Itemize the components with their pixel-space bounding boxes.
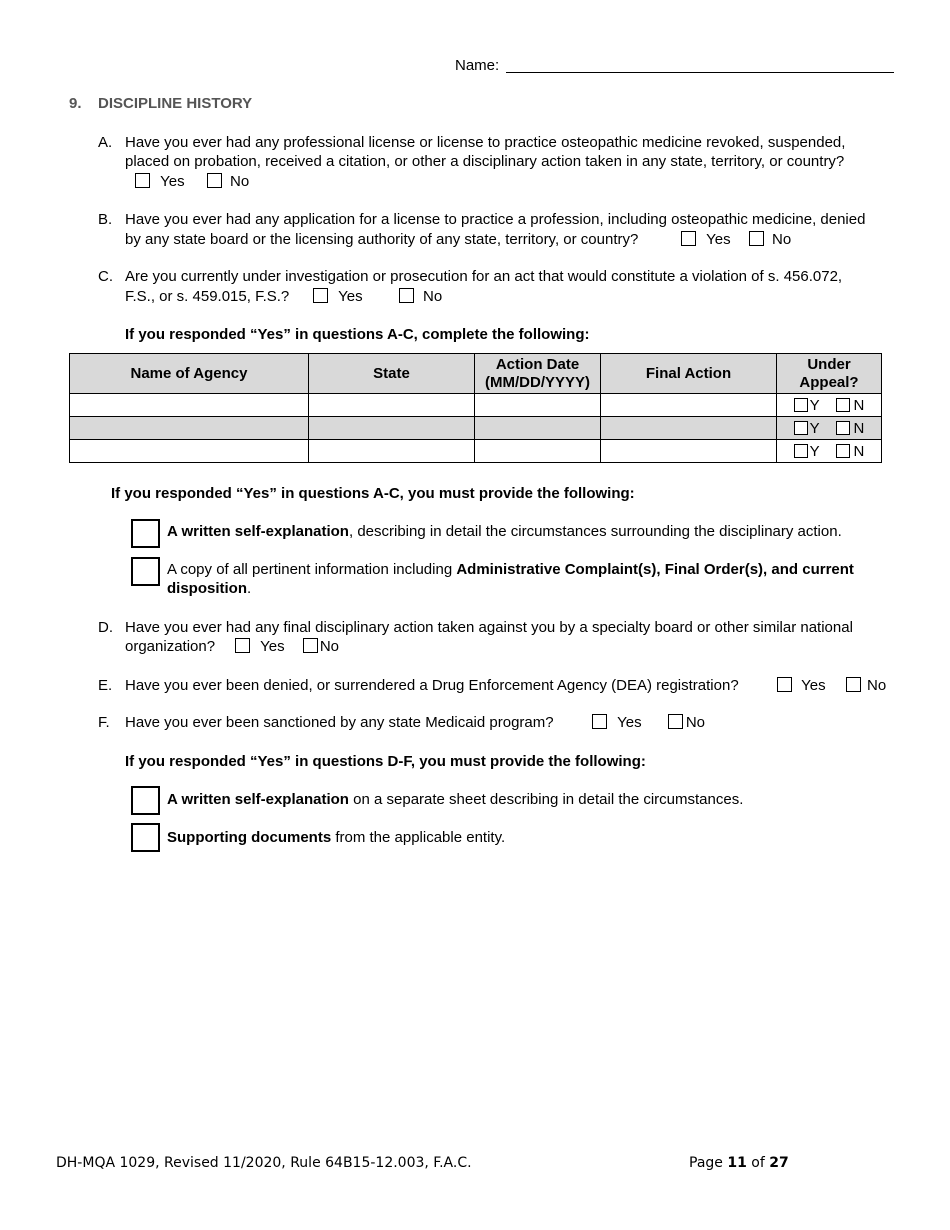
table-header-row: [70, 354, 882, 394]
provide-ac-item2-bold1: Administrative Complaint(s), Final Order(s), and current: [456, 561, 854, 578]
question-b-line1: Have you ever had any application for a license to practice a profession, including osteopathic medicine, denied: [125, 211, 866, 228]
cell-state[interactable]: [309, 394, 475, 417]
question-c-letter: C.: [98, 268, 113, 285]
footer-page-number: [689, 1154, 789, 1172]
question-b-yes-label: Yes: [706, 231, 731, 248]
question-a-no-checkbox[interactable]: [207, 173, 222, 188]
cell-under-appeal: [777, 440, 882, 463]
provide-df-item1: [167, 790, 743, 809]
cell-action-date[interactable]: [475, 440, 601, 463]
question-b-no-label: No: [772, 231, 792, 248]
question-b-answers: [681, 230, 791, 249]
provide-ac-item2-line2: [167, 579, 251, 598]
question-d-no-label: No: [319, 638, 340, 655]
appeal-yes-label: Y: [809, 419, 820, 437]
section-number: 9.: [69, 95, 82, 112]
cell-final-action[interactable]: [601, 394, 777, 417]
cell-action-date[interactable]: [475, 394, 601, 417]
question-b-line2: by any state board or the licensing authority of any state, territory, or country?: [125, 231, 639, 248]
question-e-no-label: No: [867, 677, 887, 694]
header-action-date: [475, 354, 601, 394]
provide-ac-item2-line1: [167, 560, 854, 579]
appeal-no-label: N: [853, 396, 865, 414]
question-a-no-label: No: [230, 173, 250, 190]
provide-df-item2: [167, 828, 505, 847]
appeal-no-label: N: [853, 419, 865, 437]
question-d-line2: organization?: [125, 638, 216, 655]
question-e-yes-label: Yes: [801, 677, 826, 694]
question-b-no-checkbox[interactable]: [749, 231, 764, 246]
question-e-letter: E.: [98, 677, 113, 694]
footer-page-label: Page: [689, 1155, 723, 1171]
question-f-letter: F.: [98, 714, 110, 731]
appeal-no-checkbox[interactable]: [836, 421, 850, 435]
instruction-ac-provide: If you responded “Yes” in questions A-C, you must provide the following:: [111, 485, 635, 502]
provide-ac-item1: [167, 522, 842, 541]
provide-ac-item1-rest: , describing in detail the circumstances surrounding the disciplinary action.: [348, 523, 842, 540]
footer-form-id: DH-MQA 1029, Revised 11/2020, Rule 64B15-12.003, F.A.C.: [56, 1155, 472, 1171]
question-a-answers: [135, 172, 249, 191]
cell-agency[interactable]: [70, 440, 309, 463]
cell-under-appeal: [777, 394, 882, 417]
header-state: State: [309, 354, 475, 394]
cell-final-action[interactable]: [601, 417, 777, 440]
table-row: [70, 440, 882, 463]
question-c-no-label: No: [423, 288, 443, 305]
question-a-line1: Have you ever had any professional license or license to practice osteopathic medicine revoked, suspended,: [125, 134, 846, 151]
cell-agency[interactable]: [70, 417, 309, 440]
name-field[interactable]: [506, 72, 894, 73]
question-e-no-checkbox[interactable]: [846, 677, 861, 692]
provide-ac-item2-end: .: [247, 580, 252, 597]
appeal-yes-checkbox[interactable]: [794, 444, 808, 458]
instruction-df: If you responded “Yes” in questions D-F, you must provide the following:: [125, 753, 646, 770]
question-f-answers: [592, 713, 705, 732]
provide-df-item1-bold: A written self-explanation: [167, 791, 349, 808]
footer-page-total: 27: [769, 1155, 789, 1171]
question-c-yes-label: Yes: [338, 288, 363, 305]
provide-df-item2-rest: from the applicable entity.: [331, 829, 506, 846]
name-label: Name:: [455, 57, 500, 74]
question-c-yes-checkbox[interactable]: [313, 288, 328, 303]
appeal-no-checkbox[interactable]: [836, 444, 850, 458]
appeal-yes-label: Y: [809, 396, 820, 414]
appeal-no-checkbox[interactable]: [836, 398, 850, 412]
provide-ac-item2-checkbox[interactable]: [131, 557, 160, 586]
provide-df-item1-rest: on a separate sheet describing in detail the circumstances.: [348, 791, 744, 808]
question-e-answers: [777, 676, 886, 695]
question-a-yes-checkbox[interactable]: [135, 173, 150, 188]
cell-action-date[interactable]: [475, 417, 601, 440]
question-f-yes-checkbox[interactable]: [592, 714, 607, 729]
question-a-yes-label: Yes: [160, 173, 185, 190]
question-d-answers: [235, 637, 339, 656]
header-final-action: Final Action: [601, 354, 777, 394]
question-c-line2: F.S., or s. 459.015, F.S.?: [125, 288, 290, 305]
appeal-yes-checkbox[interactable]: [794, 398, 808, 412]
table-row: [70, 394, 882, 417]
cell-state[interactable]: [309, 417, 475, 440]
question-a-letter: A.: [98, 134, 113, 151]
discipline-table: [69, 353, 882, 463]
instruction-ac: If you responded “Yes” in questions A-C, complete the following:: [125, 326, 590, 343]
provide-ac-item1-checkbox[interactable]: [131, 519, 160, 548]
footer-page-current: 11: [727, 1155, 747, 1171]
provide-ac-item2-bold2: disposition: [167, 580, 247, 597]
provide-df-item1-checkbox[interactable]: [131, 786, 160, 815]
cell-agency[interactable]: [70, 394, 309, 417]
question-e-line1: Have you ever been denied, or surrendered a Drug Enforcement Agency (DEA) registration?: [125, 677, 739, 694]
question-f-no-checkbox[interactable]: [668, 714, 683, 729]
footer-page-of: of: [751, 1155, 765, 1171]
question-b-yes-checkbox[interactable]: [681, 231, 696, 246]
table-row: [70, 417, 882, 440]
question-a-line2: placed on probation, received a citation, or other a disciplinary action taken in any state, territory, or country?: [125, 153, 845, 170]
header-action-date-line2: (MM/DD/YYYY): [485, 373, 590, 391]
question-b-letter: B.: [98, 211, 113, 228]
question-f-yes-label: Yes: [617, 714, 642, 731]
provide-ac-item2-pre: A copy of all pertinent information including: [167, 561, 457, 578]
section-title: DISCIPLINE HISTORY: [98, 95, 253, 112]
provide-ac-item1-bold: A written self-explanation: [167, 523, 349, 540]
provide-df-item2-bold: Supporting documents: [167, 829, 332, 846]
appeal-yes-checkbox[interactable]: [794, 421, 808, 435]
question-c-no-checkbox[interactable]: [399, 288, 414, 303]
question-d-no-checkbox[interactable]: [303, 638, 318, 653]
cell-state[interactable]: [309, 440, 475, 463]
cell-final-action[interactable]: [601, 440, 777, 463]
appeal-yes-label: Y: [809, 442, 820, 460]
question-d-letter: D.: [98, 619, 113, 636]
header-under-appeal: [777, 354, 882, 394]
header-under-appeal-line2: Appeal?: [799, 373, 859, 391]
question-d-yes-checkbox[interactable]: [235, 638, 250, 653]
appeal-no-label: N: [853, 442, 865, 460]
question-f-no-label: No: [685, 714, 706, 731]
provide-df-item2-checkbox[interactable]: [131, 823, 160, 852]
cell-under-appeal: [777, 417, 882, 440]
header-agency: Name of Agency: [70, 354, 309, 394]
question-d-yes-label: Yes: [260, 638, 285, 655]
question-c-answers: [313, 287, 442, 306]
header-under-appeal-line1: Under: [807, 355, 851, 373]
header-action-date-line1: Action Date: [495, 355, 580, 373]
question-f-line1: Have you ever been sanctioned by any state Medicaid program?: [125, 714, 554, 731]
question-c-line1: Are you currently under investigation or prosecution for an act that would constitute a violation of s. 456.072,: [125, 268, 843, 285]
question-e-yes-checkbox[interactable]: [777, 677, 792, 692]
question-d-line1: Have you ever had any final disciplinary action taken against you by a specialty board or other similar national: [125, 619, 853, 636]
